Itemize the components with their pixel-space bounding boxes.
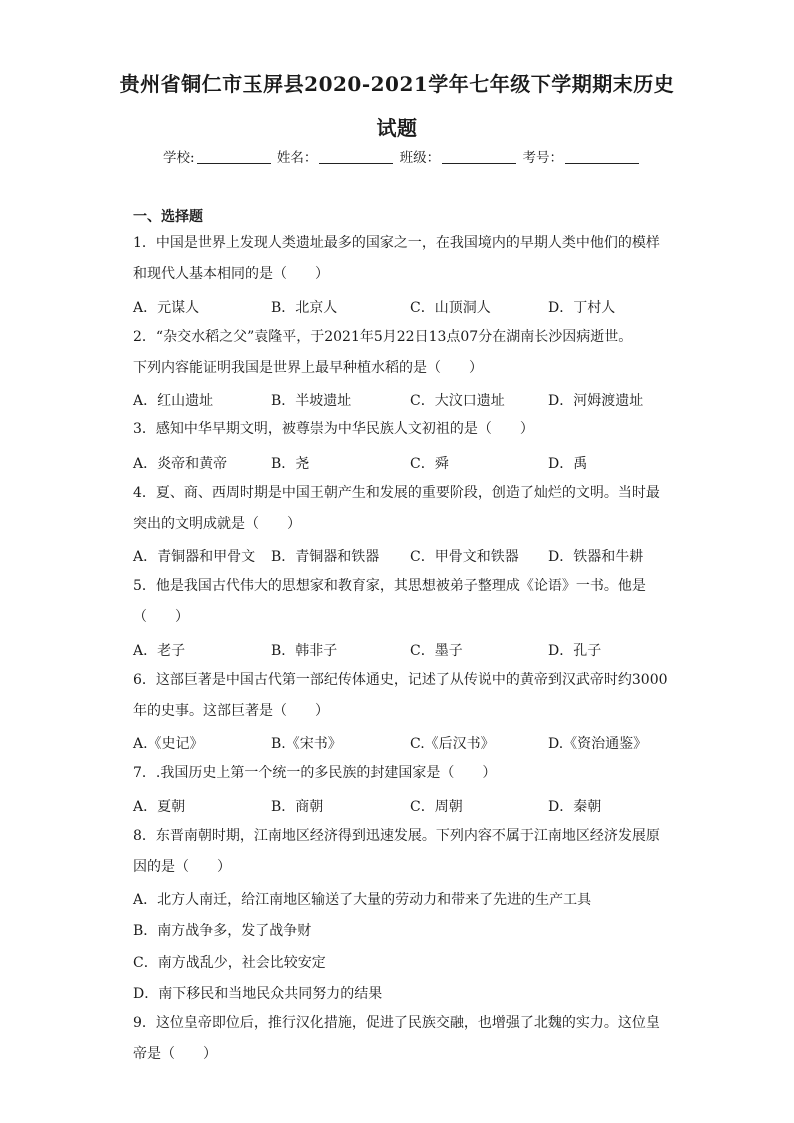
q2-option-b: B．半坡遗址 — [271, 393, 352, 409]
question-7-line-1: 7．.我国历史上第一个统一的多民族的封建国家是（ ） — [133, 765, 497, 781]
q3-option-d: D．禹 — [548, 456, 588, 472]
q2-option-d: D．河姆渡遗址 — [548, 393, 644, 409]
number-blank[interactable] — [565, 149, 639, 164]
q8-option-a: A．北方人南迁，给江南地区输送了大量的劳动力和带来了先进的生产工具 — [133, 892, 592, 908]
q2-option-a: A．红山遗址 — [133, 393, 214, 409]
q8-option-b: B．南方战争多，发了战争财 — [133, 923, 312, 939]
document-title-line2: 试题 — [376, 116, 418, 140]
q3-option-a: A．炎帝和黄帝 — [133, 456, 228, 472]
q6-option-d: D.《资治通鉴》 — [548, 736, 648, 752]
document-title-line1: 贵州省铜仁市玉屏县2020-2021学年七年级下学期期末历史 — [119, 72, 675, 96]
question-9-line-2: 帝是（ ） — [133, 1046, 217, 1062]
q5-option-a: A．老子 — [133, 643, 186, 659]
class-blank[interactable] — [442, 149, 516, 164]
q6-option-c: C.《后汉书》 — [410, 736, 495, 752]
q5-option-b: B．韩非子 — [271, 643, 338, 659]
q4-option-d: D．铁器和牛耕 — [548, 549, 644, 565]
question-1-line-1: 1．中国是世界上发现人类遗址最多的国家之一，在我国境内的早期人类中他们的模样 — [133, 235, 660, 251]
school-label: 学校: — [163, 150, 195, 166]
q1-option-d: D．丁村人 — [548, 300, 616, 316]
q3-option-c: C．舜 — [410, 456, 449, 472]
school-blank[interactable] — [197, 149, 271, 164]
student-info-row — [163, 146, 641, 166]
q4-option-b: B．青铜器和铁器 — [271, 549, 380, 565]
q4-option-a: A．青铜器和甲骨文 — [133, 549, 256, 565]
question-4-line-1: 4．夏、商、西周时期是中国王朝产生和发展的重要阶段，创造了灿烂的文明。当时最 — [133, 485, 660, 501]
q7-option-b: B．商朝 — [271, 799, 324, 815]
q7-option-d: D．秦朝 — [548, 799, 602, 815]
q5-option-d: D．孔子 — [548, 643, 602, 659]
question-5-line-2: （ ） — [133, 609, 189, 625]
question-4-line-2: 突出的文明成就是（ ） — [133, 516, 301, 532]
question-8-line-1: 8．东晋南朝时期，江南地区经济得到迅速发展。下列内容不属于江南地区经济发展原 — [133, 828, 660, 844]
q6-option-b: B.《宋书》 — [271, 736, 342, 752]
question-5-line-1: 5．他是我国古代伟大的思想家和教育家，其思想被弟子整理成《论语》一书。他是 — [133, 578, 646, 594]
question-8-line-2: 因的是（ ） — [133, 859, 231, 875]
q1-option-c: C．山顶洞人 — [410, 300, 491, 316]
q8-option-c: C．南方战乱少，社会比较安定 — [133, 955, 326, 971]
name-blank[interactable] — [319, 149, 393, 164]
q1-option-a: A．元谋人 — [133, 300, 200, 316]
q7-option-a: A．夏朝 — [133, 799, 186, 815]
question-2-line-1: 2．“杂交水稻之父”袁隆平，于2021年5月22日13点07分在湖南长沙因病逝世。 — [133, 329, 633, 345]
question-3-line-1: 3．感知中华早期文明，被尊崇为中华民族人文初祖的是（ ） — [133, 421, 534, 437]
q2-option-c: C．大汶口遗址 — [410, 393, 505, 409]
question-2-line-2: 下列内容能证明我国是世界上最早种植水稻的是（ ） — [133, 360, 483, 376]
q3-option-b: B．尧 — [271, 456, 310, 472]
q6-option-a: A.《史记》 — [133, 736, 204, 752]
question-6-line-1: 6．这部巨著是中国古代第一部纪传体通史，记述了从传说中的黄帝到汉武帝时约3000 — [133, 672, 668, 688]
number-label: 考号： — [522, 150, 563, 166]
question-9-line-1: 9．这位皇帝即位后，推行汉化措施，促进了民族交融，也增强了北魏的实力。这位皇 — [133, 1015, 660, 1031]
q7-option-c: C．周朝 — [410, 799, 463, 815]
section-heading: 一、选择题 — [133, 209, 203, 225]
name-label: 姓名： — [276, 150, 318, 166]
question-6-line-2: 年的史事。这部巨著是（ ） — [133, 703, 329, 719]
q5-option-c: C．墨子 — [410, 643, 463, 659]
q1-option-b: B．北京人 — [271, 300, 338, 316]
q4-option-c: C．甲骨文和铁器 — [410, 549, 519, 565]
q8-option-d: D．南下移民和当地民众共同努力的结果 — [133, 986, 383, 1002]
class-label: 班级： — [399, 150, 441, 166]
question-1-line-2: 和现代人基本相同的是（ ） — [133, 266, 329, 282]
